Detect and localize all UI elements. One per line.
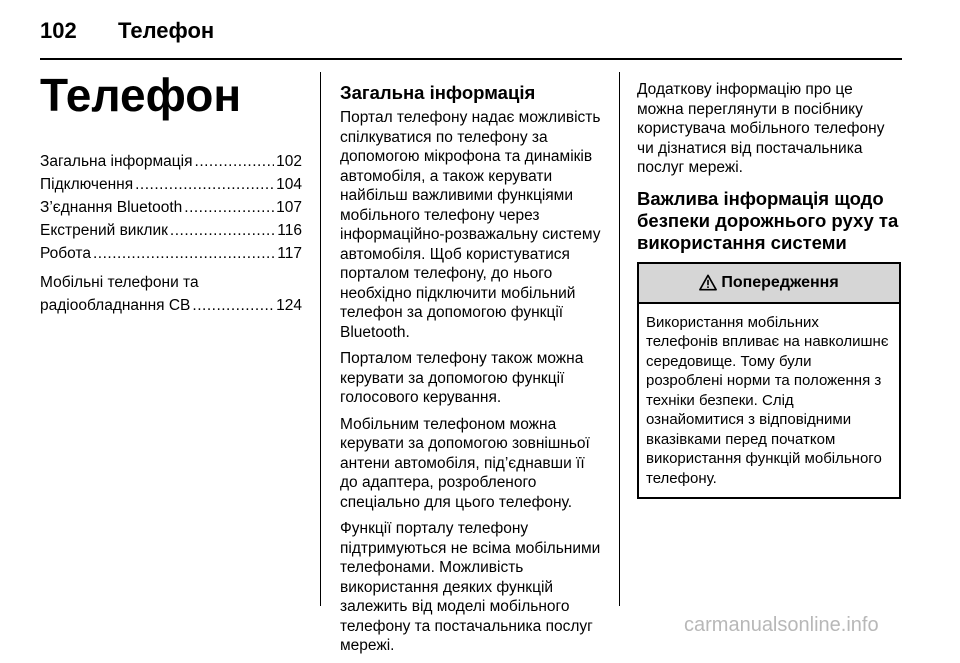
- toc-label: радіообладнання CB: [40, 297, 191, 314]
- column-divider: [320, 72, 321, 606]
- toc-leader: [195, 150, 275, 173]
- header-section-title: Телефон: [118, 18, 215, 43]
- header-page-number: 102: [40, 18, 77, 43]
- toc-entry[interactable]: [40, 196, 302, 219]
- toc-page: 117: [277, 245, 302, 262]
- toc-page: 107: [276, 199, 302, 216]
- warning-header: [639, 264, 899, 304]
- toc-entry[interactable]: [40, 173, 302, 196]
- section-heading: Загальна інформація: [340, 82, 536, 103]
- toc-label: Загальна інформація: [40, 153, 193, 170]
- paragraph: Додаткову інформацію про це можна переглянути в посібнику користувача мобільного телефону чи дізнатися від постачальника послуг мережі.: [637, 81, 885, 176]
- toc-entry[interactable]: [40, 294, 302, 317]
- toc-leader: [184, 196, 274, 219]
- page-title: Телефон: [40, 69, 242, 121]
- toc-label: Мобільні телефони та: [40, 274, 199, 291]
- table-of-contents: [40, 150, 302, 317]
- toc-label: Підключення: [40, 176, 134, 193]
- paragraph: Функції порталу телефону підтримуються не всіма мобільними телефонами. Можливість використання деяких функцій залежить від моделі мобільного телефону та постачальника послуг мережі.: [340, 520, 601, 654]
- toc-label: Екстрений виклик: [40, 222, 168, 239]
- toc-page: 102: [276, 153, 302, 170]
- header-rule: [40, 58, 902, 60]
- warning-title: Попередження: [721, 273, 839, 291]
- toc-leader: [170, 219, 275, 242]
- column-divider: [619, 72, 620, 606]
- toc-label: Робота: [40, 245, 91, 262]
- toc-leader: [135, 173, 274, 196]
- paragraph: Портал телефону надає можливість спілкуватися по телефону за допомогою мікрофона та динаміків автомобіля, а також керувати найбільш важливими функціями мобільного телефону через інформаційно-розважальну систему автомобіля. Щоб користуватися порталом телефону, до нього необхідно підключити мобільний телефон за допомогою функції Bluetooth.: [340, 109, 601, 341]
- paragraph: Мобільним телефоном можна керувати за допомогою зовнішньої антени автомобіля, під’єднавши її до адаптера, розробленого спеціально для цього телефону.: [340, 415, 590, 511]
- middle-column: [340, 82, 604, 663]
- toc-entry[interactable]: [40, 219, 302, 242]
- warning-box: [637, 262, 901, 500]
- toc-entry-first-line[interactable]: [40, 271, 302, 294]
- toc-page: 116: [277, 222, 302, 239]
- watermark: carmanualsonline.info: [684, 614, 879, 636]
- toc-entry[interactable]: [40, 242, 302, 265]
- paragraph: Порталом телефону також можна керувати за допомогою функції голосового керування.: [340, 350, 584, 406]
- warning-triangle-icon: [699, 274, 717, 291]
- section-heading: Важлива інформація щодо безпеки дорожнього руху та використання системи: [637, 187, 899, 253]
- toc-page: 124: [276, 297, 302, 314]
- right-column: [637, 80, 901, 499]
- toc-label: З’єднання Bluetooth: [40, 199, 183, 216]
- toc-page: 104: [276, 176, 302, 193]
- warning-text: Використання мобільних телефонів впливає на навколишнє середовище. Тому були розроблені норми та положення з техніки безпеки. Слід ознайомитися з відповідними вказівками перед початком використання функцій мобільного телефону.: [646, 313, 889, 487]
- toc-leader: [93, 242, 275, 265]
- toc-leader: [192, 294, 274, 317]
- toc-entry[interactable]: [40, 150, 302, 173]
